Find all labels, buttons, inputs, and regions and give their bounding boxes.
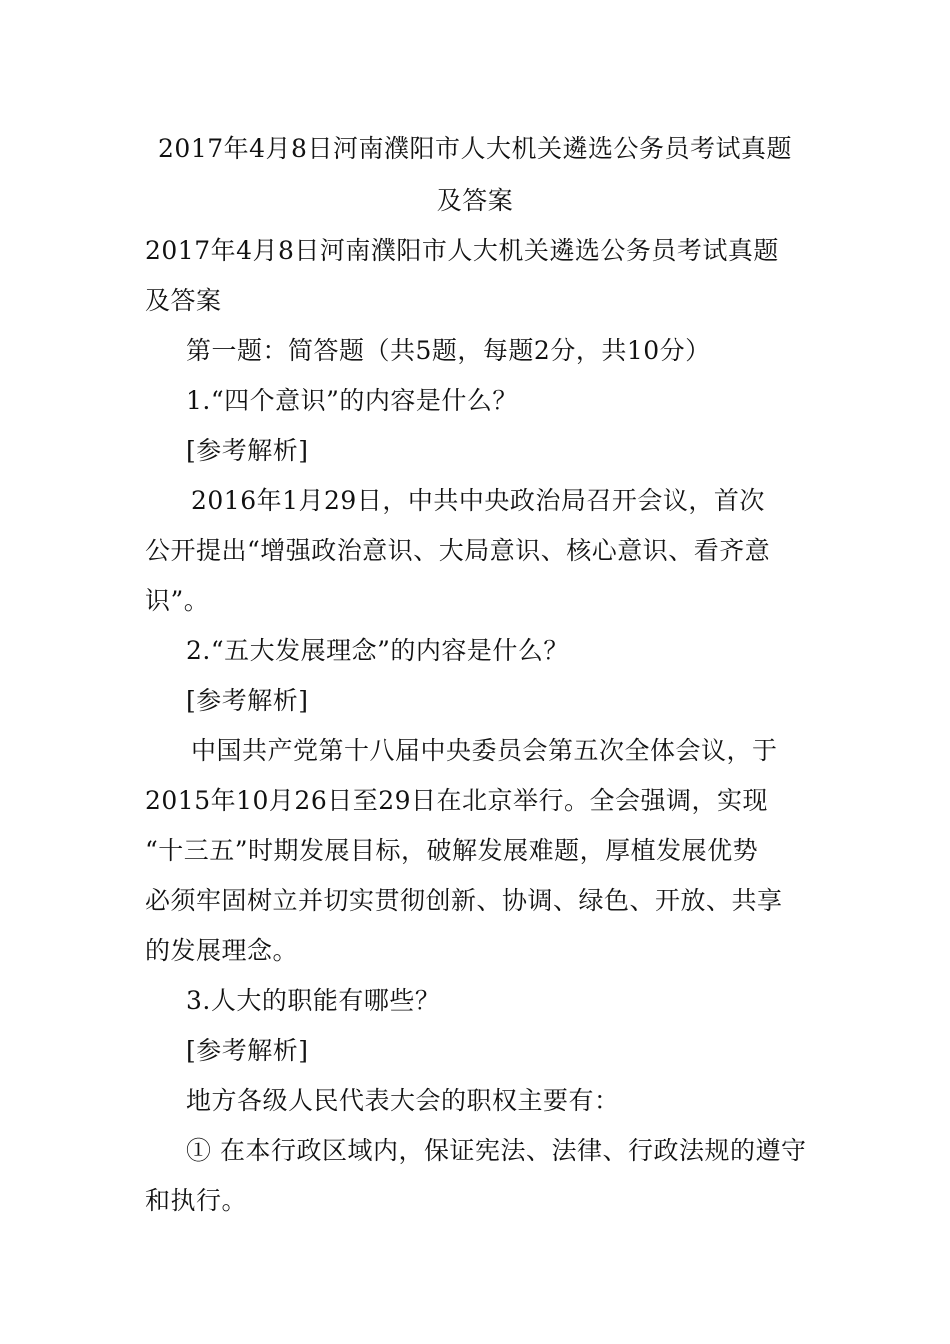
doc-title-line2: 及答案 bbox=[436, 186, 514, 215]
doc-title-line1: 2017年4月8日河南濮阳市人大机关遴选公务员考试真题 bbox=[158, 134, 792, 163]
doc-subtitle-line1: 2017年4月8日河南濮阳市人大机关遴选公务员考试真题 bbox=[145, 236, 779, 265]
answer-1-line2: 公开提出“增强政治意识、大局意识、核心意识、看齐意 bbox=[145, 536, 771, 565]
answer-3-line3: 和执行。 bbox=[145, 1186, 248, 1215]
question-2-ref-label: [参考解析] bbox=[186, 686, 309, 715]
question-1: 1.“四个意识”的内容是什么？ bbox=[186, 386, 518, 415]
doc-subtitle-line2: 及答案 bbox=[145, 286, 222, 315]
section-heading: 第一题：简答题（共5题，每题2分，共10分） bbox=[186, 336, 711, 365]
answer-1-line3: 识”。 bbox=[145, 586, 210, 615]
answer-1-line1: 2016年1月29日，中共中央政治局召开会议，首次 bbox=[191, 486, 765, 515]
question-1-ref-label: [参考解析] bbox=[186, 436, 309, 465]
answer-2-line5: 的发展理念。 bbox=[145, 936, 299, 965]
question-3: 3.人大的职能有哪些？ bbox=[186, 986, 441, 1015]
answer-2-line3: “十三五”时期发展目标，破解发展难题，厚植发展优势 bbox=[145, 836, 759, 865]
answer-2-line1: 中国共产党第十八届中央委员会第五次全体会议，于 bbox=[191, 736, 778, 765]
answer-3-line2: ① 在本行政区域内，保证宪法、法律、行政法规的遵守 bbox=[186, 1136, 807, 1165]
answer-2-line4: 必须牢固树立并切实贯彻创新、协调、绿色、开放、共享 bbox=[145, 886, 783, 915]
question-2: 2.“五大发展理念”的内容是什么？ bbox=[186, 636, 569, 665]
question-3-ref-label: [参考解析] bbox=[186, 1036, 309, 1065]
answer-3-line1: 地方各级人民代表大会的职权主要有： bbox=[186, 1086, 620, 1115]
answer-2-line2: 2015年10月26日至29日在北京举行。全会强调，实现 bbox=[145, 786, 769, 815]
